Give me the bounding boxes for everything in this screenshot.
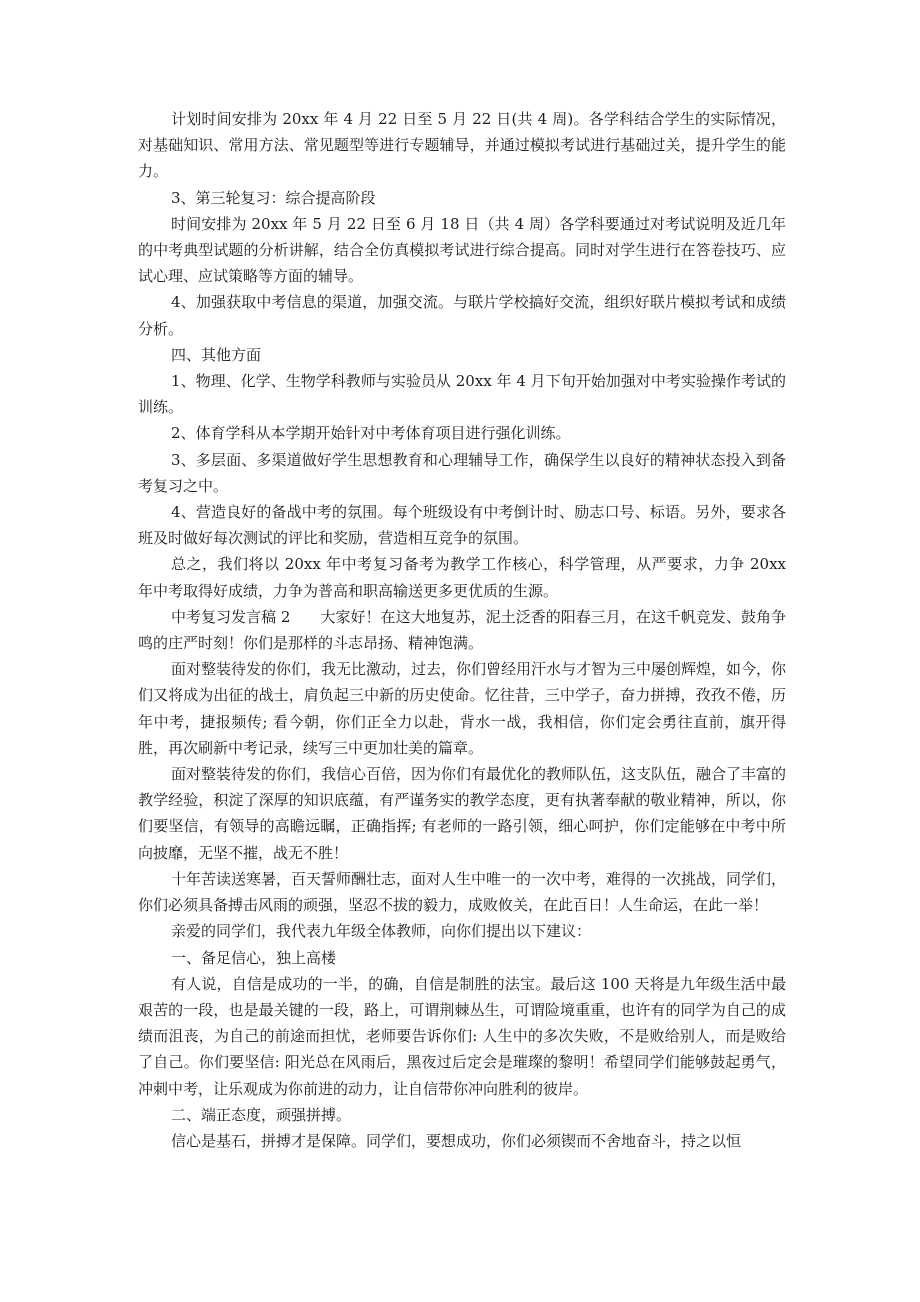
- paragraph-exam-information: 4、加强获取中考信息的渠道，加强交流。与联片学校搞好交流，组织好联片模拟考试和成绩分析。: [138, 293, 786, 338]
- paragraph-teachers: 面对整装待发的你们，我信心百倍，因为你们有最优化的教师队伍，这支队伍，融合了丰富的教学经验，积淀了深厚的知识底蕴，有严谨务实的教学态度，更有执著奉献的敬业精神，所以，你们要坚信，有领导的高瞻远瞩，正确指挥; 有老师的一路引领，细心呵护，你们定能够在中考中所向披靡，无坚不摧，战无不胜！: [138, 765, 787, 862]
- paragraph-second-round-schedule: 计划时间安排为 20xx 年 4 月 22 日至 5 月 22 日(共 4 周)。各学科结合学生的实际情况，对基础知识、常用方法、常见题型等进行专题辅导，并通过模拟考试进行基础过关，提升学生的能力。: [138, 110, 786, 181]
- paragraph-suggestions-intro: 亲爱的同学们，我代表九年级全体教师，向你们提出以下建议：: [171, 922, 592, 941]
- paragraph-lab-training: 1、物理、化学、生物学科教师与实验员从 20xx 年 4 月下旬开始加强对中考实验操作考试的训练。: [138, 372, 786, 417]
- paragraph-summary: 总之，我们将以 20xx 年中考复习备考为教学工作核心，科学管理，从严要求，力争 20xx 年中考取得好成绩，力争为普高和职高输送更多更优质的生源。: [138, 555, 786, 600]
- heading-attitude: 二、端正态度，顽强拼搏。: [171, 1105, 352, 1124]
- paragraph-confidence: 有人说，自信是成功的一半，的确，自信是制胜的法宝。最后这 100 天将是九年级生活中最艰苦的一段，也是最关键的一段，路上，可谓荆棘丛生，可谓险境重重，也许有的同学为自己的成绩而沮丧，为自己的前途而担忧，老师要告诉你们: 人生中的多次失败，不是败给别人，而是败给了自己。你们要坚信: 阳光总在风雨后，黑夜过后定会是璀璨的黎明！希望同学们能够鼓起勇气，冲刺中考，让乐观成为你前进的动力，让自信带你冲向胜利的彼岸。: [138, 974, 786, 1098]
- paragraph-counseling: 3、多层面、多渠道做好学生思想教育和心理辅导工作，确保学生以良好的精神状态投入到备考复习之中。: [138, 450, 786, 495]
- paragraph-pe-training: 2、体育学科从本学期开始针对中考体育项目进行强化训练。: [171, 424, 571, 443]
- paragraph-history: 面对整装待发的你们，我无比激动，过去，你们曾经用汗水与才智为三中屡创辉煌，如今，你们又将成为出征的战士，肩负起三中新的历史使命。忆往昔，三中学子，奋力拼搏，孜孜不倦，历年中考，捷报频传; 看今朝，你们正全力以赴，背水一战，我相信，你们定会勇往直前，旗开得胜，再次刷新中考记录，续写三中更加壮美的篇章。: [138, 660, 787, 757]
- paragraph-speech-2-opening: 中考复习发言稿 2 大家好！在这大地复苏，泥土泛香的阳春三月，在这千帆竞发、鼓角争鸣的庄严时刻！你们是那样的斗志昂扬、精神饱满。: [138, 607, 786, 653]
- paragraph-hundred-days: 十年苦读送寒暑，百天誓师酬壮志，面对人生中唯一的一次中考，难得的一次挑战，同学们，你们必须具备搏击风雨的顽强，坚忍不拔的毅力，成败攸关，在此百日！人生命运，在此一举！: [138, 869, 787, 915]
- heading-third-round-review: 3、第三轮复习：综合提高阶段: [171, 188, 376, 207]
- paragraph-third-round-schedule: 时间安排为 20xx 年 5 月 22 日至 6 月 18 日（共 4 周）各学科要通过对考试说明及近几年的中考典型试题的分析讲解，结合全仿真模拟考试进行综合提高。同时对学生进行在答卷技巧、应试心理、应试策略等方面的辅导。: [138, 214, 786, 286]
- paragraph-atmosphere: 4、营造良好的备战中考的氛围。每个班级设有中考倒计时、励志口号、标语。另外，要求各班及时做好每次测试的评比和奖励，营造相互竞争的氛围。: [138, 503, 786, 548]
- heading-confidence: 一、备足信心，独上高楼: [171, 948, 337, 967]
- document-body: [138, 106, 786, 1154]
- heading-other-aspects: 四、其他方面: [171, 345, 262, 364]
- paragraph-attitude: 信心是基石，拼搏才是保障。同学们，要想成功，你们必须锲而不舍地奋斗，持之以恒: [171, 1131, 742, 1150]
